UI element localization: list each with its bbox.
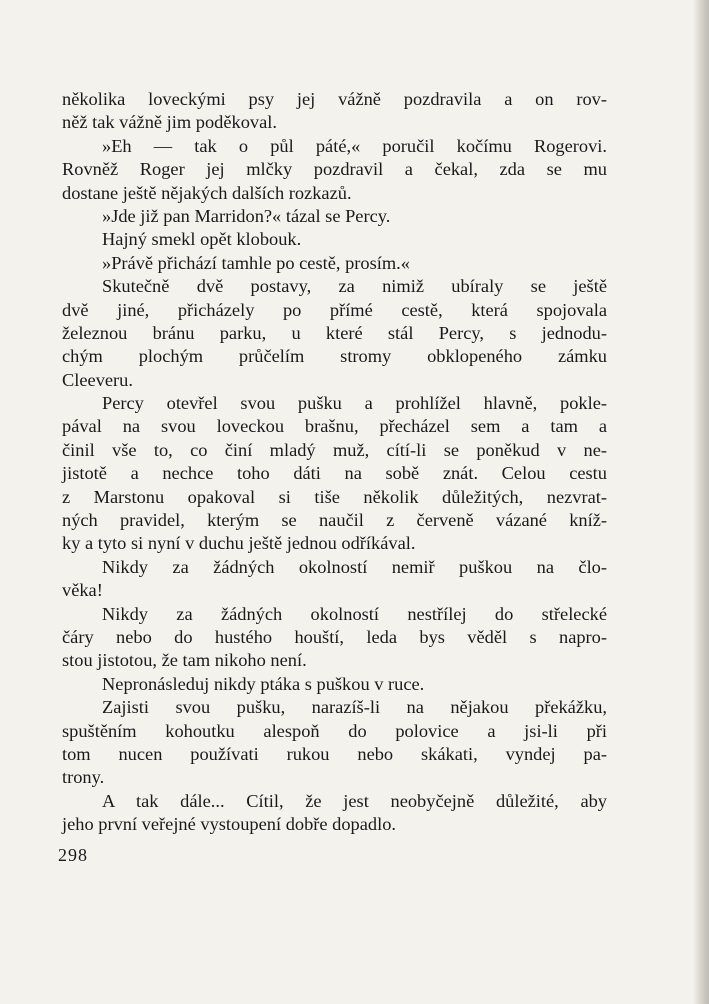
text-line: jistotě a nechce toho dáti na sobě znát. Celou cestu <box>62 463 607 484</box>
text-line: »Právě přichází tamhle po cestě, prosím.« <box>102 252 410 273</box>
text-line: ných pravidel, kterým se naučil z červeně vázané kníž- <box>62 510 607 531</box>
text-line: Nikdy za žádných okolností nemiř puškou na člo- <box>102 556 607 577</box>
text-line: Percy otevřel svou pušku a prohlížel hlavně, pokle- <box>102 393 607 414</box>
text-line: jeho první veřejné vystoupení dobře dopadlo. <box>62 814 397 835</box>
text-line: z Marstonu opakoval si tiše několik důležitých, nezvrat- <box>62 486 607 507</box>
text-line: Nepronásleduj nikdy ptáka s puškou v ruce. <box>102 673 425 694</box>
text-line: Rovněž Roger jej mlčky pozdravil a čekal, zda se mu <box>62 159 607 180</box>
text-line: několika loveckými psy jej vážně pozdravila a on rov- <box>62 89 607 109</box>
text-line: činil vše to, co činí mladý muž, cítí-li se poněkud v ne- <box>62 439 607 460</box>
text-line: A tak dále... Cítil, že jest neobyčejně důležité, aby <box>102 790 607 811</box>
text-line: Zajisti svou pušku, narazíš-li na nějakou překážku, <box>102 697 607 718</box>
text-line: tom nucen používati rukou nebo skákati, vyndej pa- <box>62 743 607 764</box>
text-line: trony. <box>62 767 105 788</box>
text-line: věka! <box>62 580 103 601</box>
text-line: Cleeveru. <box>62 369 133 390</box>
book-gutter <box>693 0 709 1004</box>
text-line: něž tak vážně jim poděkoval. <box>62 112 277 133</box>
text-line: Nikdy za žádných okolností nestřílej do střelecké <box>102 603 607 624</box>
text-line: »Jde již pan Marridon?« tázal se Percy. <box>102 205 391 226</box>
text-line: čáry nebo do hustého houští, leda bys věděl s napro- <box>62 626 607 647</box>
text-line: železnou bránu parku, u které stál Percy, s jednodu- <box>62 322 607 343</box>
text-line: chým plochým průčelím stromy obklopeného zámku <box>62 346 607 367</box>
text-line: ky a tyto si nyní v duchu ještě jednou odříkával. <box>62 533 416 554</box>
text-line: Hajný smekl opět klobouk. <box>102 229 302 250</box>
page-number: 298 <box>58 845 88 865</box>
text-line: stou jistotou, že tam nikoho není. <box>62 650 307 671</box>
text-line: pával na svou loveckou brašnu, přecházel sem a tam a <box>62 416 607 437</box>
body-text <box>62 88 607 837</box>
text-line: »Eh — tak o půl páté,« poručil kočímu Rogerovi. <box>102 135 607 156</box>
text-line: dvě jiné, přicházely po přímé cestě, která spojovala <box>62 299 607 320</box>
text-line: dostane ještě nějakých dalších rozkazů. <box>62 182 352 203</box>
text-line: Skutečně dvě postavy, za nimiž ubíraly se ještě <box>102 276 607 297</box>
text-line: spuštěním kohoutku alespoň do polovice a jsi-li při <box>62 720 607 741</box>
